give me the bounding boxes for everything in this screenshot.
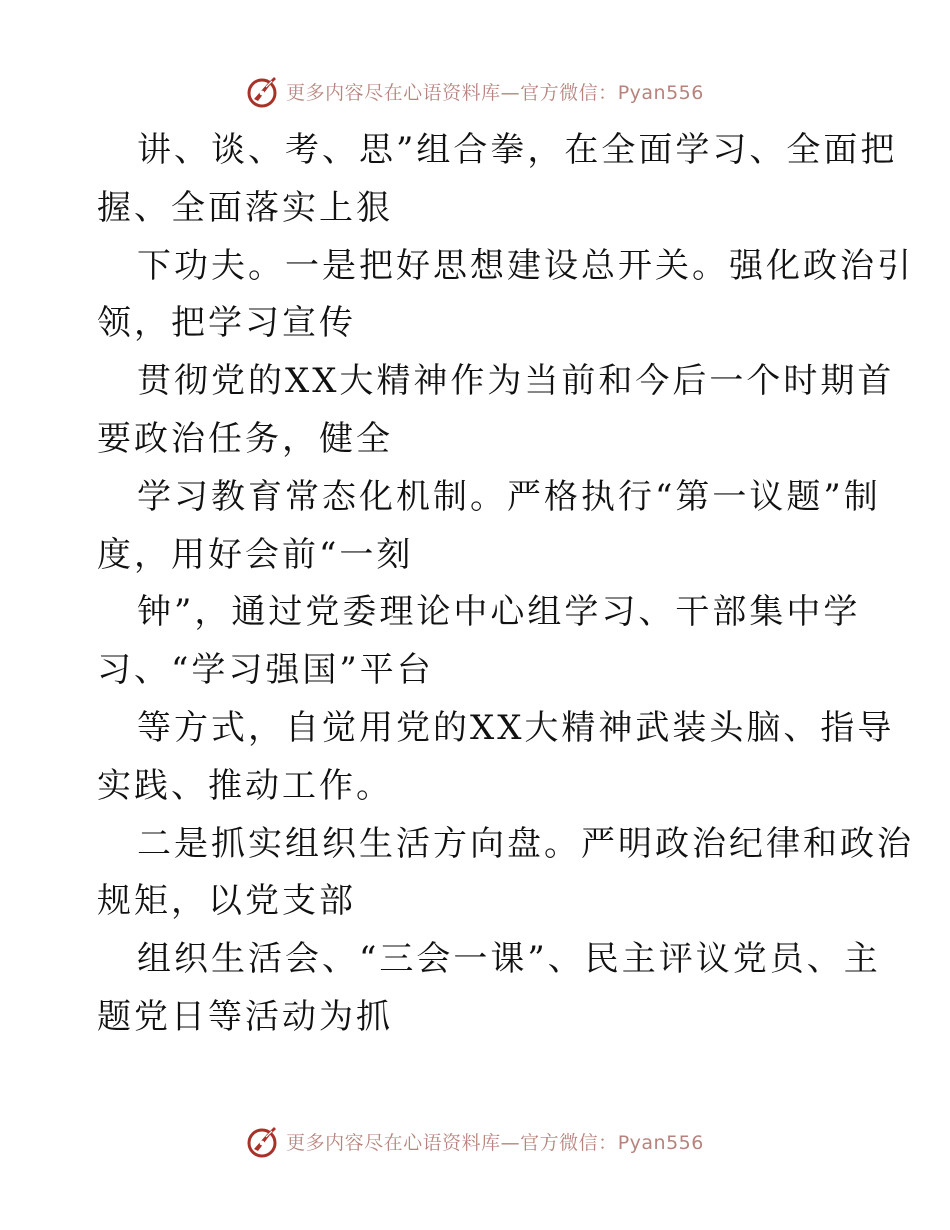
text-line: 握、全面落实上狠 xyxy=(97,187,393,228)
text-line: 实践、推动工作。 xyxy=(97,765,393,806)
text-line: 组织生活会、“三会一课”、民主评议党员、主 xyxy=(137,939,881,980)
header-brand: 更多内容尽在心语资料库 xyxy=(286,81,501,104)
text-line: 习、“学习强国”平台 xyxy=(97,650,434,691)
document-body xyxy=(97,122,914,1047)
text-line: 下功夫。一是把好思想建设总开关。强化政治引 xyxy=(137,245,914,286)
text-line: 度，用好会前“一刻 xyxy=(97,534,414,575)
pen-nib-logo-icon xyxy=(246,73,282,109)
text-line: 学习教育常态化机制。严格执行“第一议题”制 xyxy=(137,476,881,517)
text-line: 二是抓实组织生活方向盘。严明政治纪律和政治 xyxy=(137,823,914,864)
text-line: 贯彻党的XX大精神作为当前和今后一个时期首 xyxy=(137,361,895,402)
header-separator: — xyxy=(500,81,521,104)
footer-brand: 更多内容尽在心语资料库 xyxy=(286,1131,501,1154)
text-line: 领，把学习宣传 xyxy=(97,303,356,344)
text-line: 要政治任务，健全 xyxy=(97,418,393,459)
text-line: 钟”，通过党委理论中心组学习、干部集中学 xyxy=(137,592,861,633)
pen-nib-logo-icon xyxy=(246,1123,282,1159)
header-watermark xyxy=(0,71,950,111)
footer-wechat-label: 官方微信： xyxy=(520,1131,618,1154)
text-line: 等方式，自觉用党的XX大精神武装头脑、指导 xyxy=(137,707,895,748)
header-wechat-label: 官方微信： xyxy=(520,81,618,104)
header-wechat-id: Pyan556 xyxy=(617,81,704,104)
header-watermark-text xyxy=(286,78,704,105)
text-line: 规矩，以党支部 xyxy=(97,881,356,922)
footer-watermark xyxy=(0,1121,950,1161)
footer-wechat-id: Pyan556 xyxy=(617,1131,704,1154)
text-line: 讲、谈、考、思”组合拳，在全面学习、全面把 xyxy=(137,130,898,170)
footer-watermark-text xyxy=(286,1128,704,1155)
text-line: 题党日等活动为抓 xyxy=(97,996,393,1037)
footer-separator: — xyxy=(500,1131,521,1154)
